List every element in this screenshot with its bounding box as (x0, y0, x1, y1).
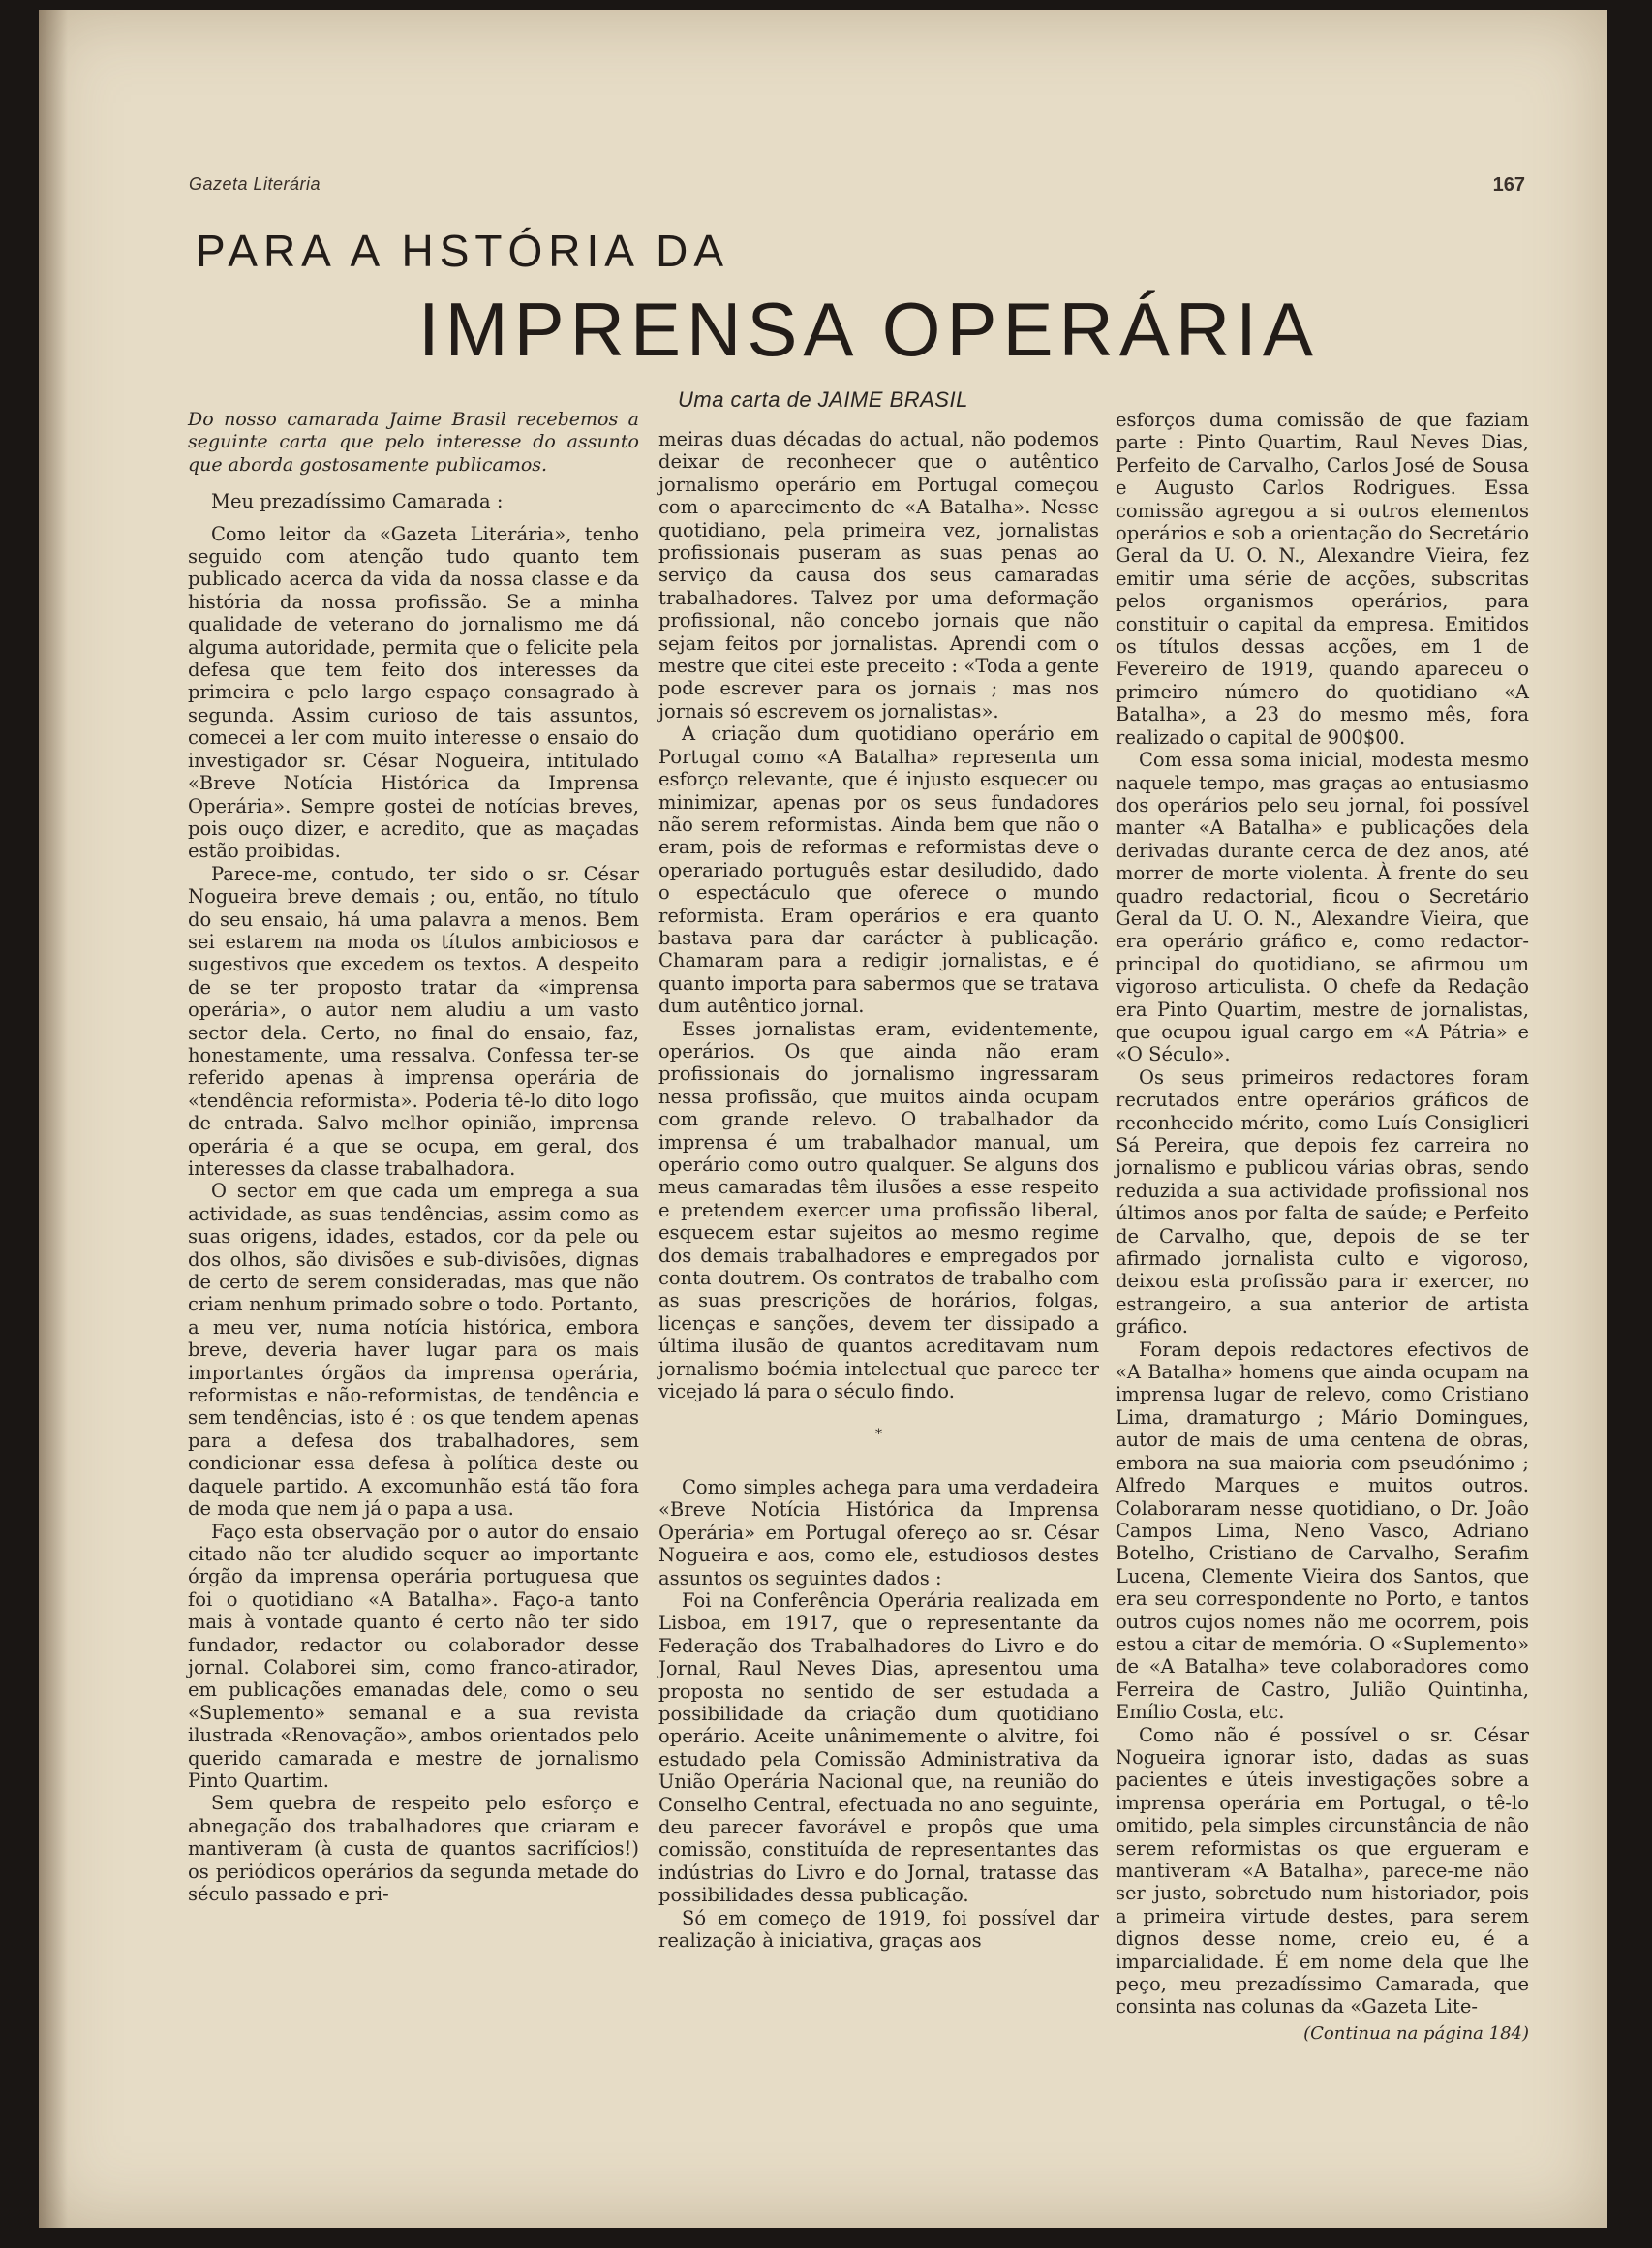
paragraph: Sem quebra de respeito pelo esforço e abnegação dos trabalhadores que criaram e mantiveram (à custa de quantos sacrifícios!) os periódicos operários da segunda metade do século passado e pri- (188, 1792, 639, 1905)
headline-line-2: IMPRENSA OPERÁRIA (418, 287, 1319, 372)
article-column-3 (1116, 409, 1529, 2045)
magazine-page (39, 10, 1607, 2228)
paragraph: Parece-me, contudo, ter sido o sr. César Nogueira breve demais ; ou, então, no título do seu ensaio, há uma palavra a menos. Bem sei estarem na moda os títulos ambiciosos e sugestivos que excedem os textos. A despeito de se ter proposto tratar da «imprensa operária», o autor nem aludiu a um vasto sector dela. Certo, no final do ensaio, faz, honestamente, uma ressalva. Confessa ter-se referido apenas à imprensa operária de «tendência reformista». Poderia tê-lo dito logo de entrada. Salvo melhor opinião, imprensa operária é a que se ocupa, em geral, dos interesses da classe trabalhadora. (188, 862, 639, 1180)
continuation-note: (Continua na página 184) (1303, 2022, 1529, 2044)
paragraph: O sector em que cada um emprega a sua actividade, as suas tendências, assim como as suas origens, idades, estados, cor da pele ou dos olhos, são divisões e sub-divisões, dignas de certo de serem consideradas, mas que não criam nenhum primado sobre o todo. Portanto, a meu ver, numa notícia histórica, embora breve, deveria haver lugar para os mais importantes órgãos da imprensa operária, reformistas e não-reformistas, de tendência e sem tendências, isto é : os que tendem apenas para a defesa dos trabalhadores, sem condicionar essa defesa à política deste ou daquele partido. A excomunhão está tão fora de moda que nem já o papa a usa. (188, 1180, 639, 1521)
intro-note: Do nosso camarada Jaime Brasil recebemos a seguinte carta que pelo interesse do assunto que aborda gostosamente publicamos. (188, 409, 639, 476)
paragraph: Foi na Conferência Operária realizada em Lisboa, em 1917, que o representante da Federação dos Trabalhadores do Livro e do Jornal, Raul Neves Dias, apresentou uma proposta no sentido de ser estudada a possibilidade da criação dum quotidiano operário. Aceite unânimemente o alvitre, foi estudado pela Comissão Administrativa da União Operária Nacional que, na reunião do Conselho Central, efectuada no ano seguinte, deu parecer favorável e propôs que uma comissão, constituída de representantes das indústrias do Livro e do Jornal, tratasse das possibilidades dessa publicação. (658, 1588, 1099, 1907)
paragraph: Só em começo de 1919, foi possível dar realização à iniciativa, graças aos (658, 1906, 1099, 1952)
running-title: Gazeta Literária (189, 174, 321, 194)
byline: Uma carta de JAIME BRASIL (678, 387, 968, 412)
paragraph: Esses jornalistas eram, evidentemente, operários. Os que ainda não eram profissionais do jornalismo ingressaram nessa profissão, que muitos ainda ocupam com grande relevo. O trabalhador da imprensa é um trabalhador manual, um operário como outro qualquer. Se alguns dos meus camaradas têm ilusões a esse respeito e pretendem exercer uma profissão liberal, esquecem estar sujeitos ao mesmo regime dos demais trabalhadores e empregados por conta doutrem. Os contratos de trabalho com as suas prescrições de horários, folgas, licenças e sanções, devem ter dissipado a última ilusão de quantos acreditavam num jornalismo boémia intelectual que parece ter vicejado lá para o século findo. (658, 1017, 1099, 1403)
paragraph: Como não é possível o sr. César Nogueira ignorar isto, dadas as suas pacientes e úteis investigações sobre a imprensa operária em Portugal, o tê-lo omitido, pela simples circunstância de não serem reformistas os que ergueram e mantiveram «A Batalha», parece-me não ser justo, sobretudo num historiador, pois a primeira virtude destes, para serem dignos desse nome, creio eu, é a imparcialidade. É em nome dela que lhe peço, meu prezadíssimo Camarada, que consinta nas colunas da «Gazeta Lite- (1116, 1723, 1529, 2018)
salutation: Meu prezadíssimo Camarada : (211, 490, 504, 513)
page-number: 167 (1492, 174, 1525, 196)
article-column-2 (658, 428, 1099, 1952)
paragraph: A criação dum quotidiano operário em Portugal como «A Batalha» representa um esforço relevante, que é injusto esquecer ou minimizar, apenas por os seus fundadores não serem reformistas. Ainda bem que não o eram, pois de reformas e reformistas deve o operariado português estar desiludido, dado o espectáculo que oferece o mundo reformista. Eram operários e era quanto bastava para dar carácter à publicação. Chamaram para a redigir jornalistas, e é quanto importa para sabermos que se tratava dum autêntico jornal. (658, 723, 1099, 1018)
paragraph: Como leitor da «Gazeta Literária», tenho seguido com atenção tudo quanto tem publicado acerca da vida da nossa classe e da história da nossa profissão. Se a minha qualidade de veterano do jornalismo me dá alguma autoridade, permita que o felicite pela defesa que tem feito dos interesses da primeira e pelo largo espaço consagrado à segunda. Assim curioso de tais assuntos, comecei a ler com muito interesse o ensaio do investigador sr. César Nogueira, intitulado «Breve Notícia Histórica da Imprensa Operária». Sempre gostei de notícias breves, pois ouço dizer, e acredito, que as maçadas estão proibidas. (188, 522, 639, 863)
paragraph: esforços duma comissão de que faziam parte : Pinto Quartim, Raul Neves Dias, Perfeito de Carvalho, Carlos José de Sousa e Augusto Carlos Rodrigues. Essa comissão agregou a si outros elementos operários e sob a orientação do Secretário Geral da U. O. N., Alexandre Vieira, fez emitir uma série de acções, subscritas pelos organismos operários, para constituir o capital da empresa. Emitidos os títulos dessas acções, em 1 de Fevereiro de 1919, quando apareceu o primeiro número do quotidiano «A Batalha», a 23 do mesmo mês, fora realizado o capital de 900$00. (1116, 409, 1529, 749)
paragraph: Os seus primeiros redactores foram recrutados entre operários gráficos de reconhecido mérito, como Luís Consiglieri Sá Pereira, que depois fez carreira no jornalismo e publicou várias obras, sendo reduzida a sua actividade profissional nos últimos anos por falta de saúde; e Perfeito de Carvalho, que, depois de se ter afirmado jornalista culto e vigoroso, deixou esta profissão para ir exercer, no estrangeiro, a sua anterior de artista gráfico. (1116, 1065, 1529, 1339)
paragraph: Foram depois redactores efectivos de «A Batalha» homens que ainda ocupam na imprensa lugar de relevo, como Cristiano Lima, dramaturgo ; Mário Domingues, autor de mais de uma centena de obras, embora na sua maioria com pseudónimo ; Alfredo Marques e muitos outros. Colaboraram nesse quotidiano, o Dr. João Campos Lima, Neno Vasco, Adriano Botelho, Cristiano de Carvalho, Serafim Lucena, Clemente Vieira dos Santos, que era seu correspondente no Porto, e tantos outros cujos nomes não me ocorrem, pois estou a citar de memória. O «Suplemento» de «A Batalha» teve colaboradores como Ferreira de Castro, Julião Quintinha, Emílio Costa, etc. (1116, 1338, 1529, 1724)
article-column-1 (188, 409, 639, 1905)
paragraph: Com essa soma inicial, modesta mesmo naquele tempo, mas graças ao entusiasmo dos operários pelo seu jornal, foi possível manter «A Batalha» e publicações dela derivadas durante cerca de dez anos, até morrer de morte violenta. À frente do seu quadro redactorial, ficou o Secretário Geral da U. O. N., Alexandre Vieira, que era operário gráfico e, como redactor-principal do quotidiano, se afirmou um vigoroso articulista. O chefe da Redação era Pinto Quartim, mestre de jornalistas, que ocupou igual cargo em «A Pátria» e «O Século». (1116, 749, 1529, 1066)
section-separator: * (875, 1427, 882, 1443)
headline-line-1: PARA A HSTÓRIA DA (196, 226, 730, 276)
paragraph: meiras duas décadas do actual, não podemos deixar de reconhecer que o autêntico jornalismo operário em Portugal começou com o aparecimento de «A Batalha». Nesse quotidiano, pela primeira vez, jornalistas profissionais puseram as suas penas ao serviço da causa dos seus camaradas trabalhadores. Talvez por uma deformação profissional, não concebo jornais que não sejam feitos por jornalistas. Aprendi com o mestre que citei este preceito : «Toda a gente pode escrever para os jornais ; mas nos jornais só escrevem os jornalistas». (658, 428, 1099, 723)
paragraph: Faço esta observação por o autor do ensaio citado não ter aludido sequer ao importante órgão da imprensa operária portuguesa que foi o quotidiano «A Batalha». Faço-a tanto mais à vontade quanto é certo não ter sido fundador, redactor ou colaborador desse jornal. Colaborei sim, como franco-atirador, em publicações emanadas dele, como o seu «Suplemento» semanal e a sua revista ilustrada «Renovação», ambos orientados pelo querido camarada e mestre de jornalismo Pinto Quartim. (188, 1520, 639, 1792)
paragraph: Como simples achega para uma verdadeira «Breve Notícia Histórica da Imprensa Operária» em Portugal ofereço ao sr. César Nogueira e aos, como ele, estudiosos destes assuntos os seguintes dados : (658, 1475, 1099, 1589)
